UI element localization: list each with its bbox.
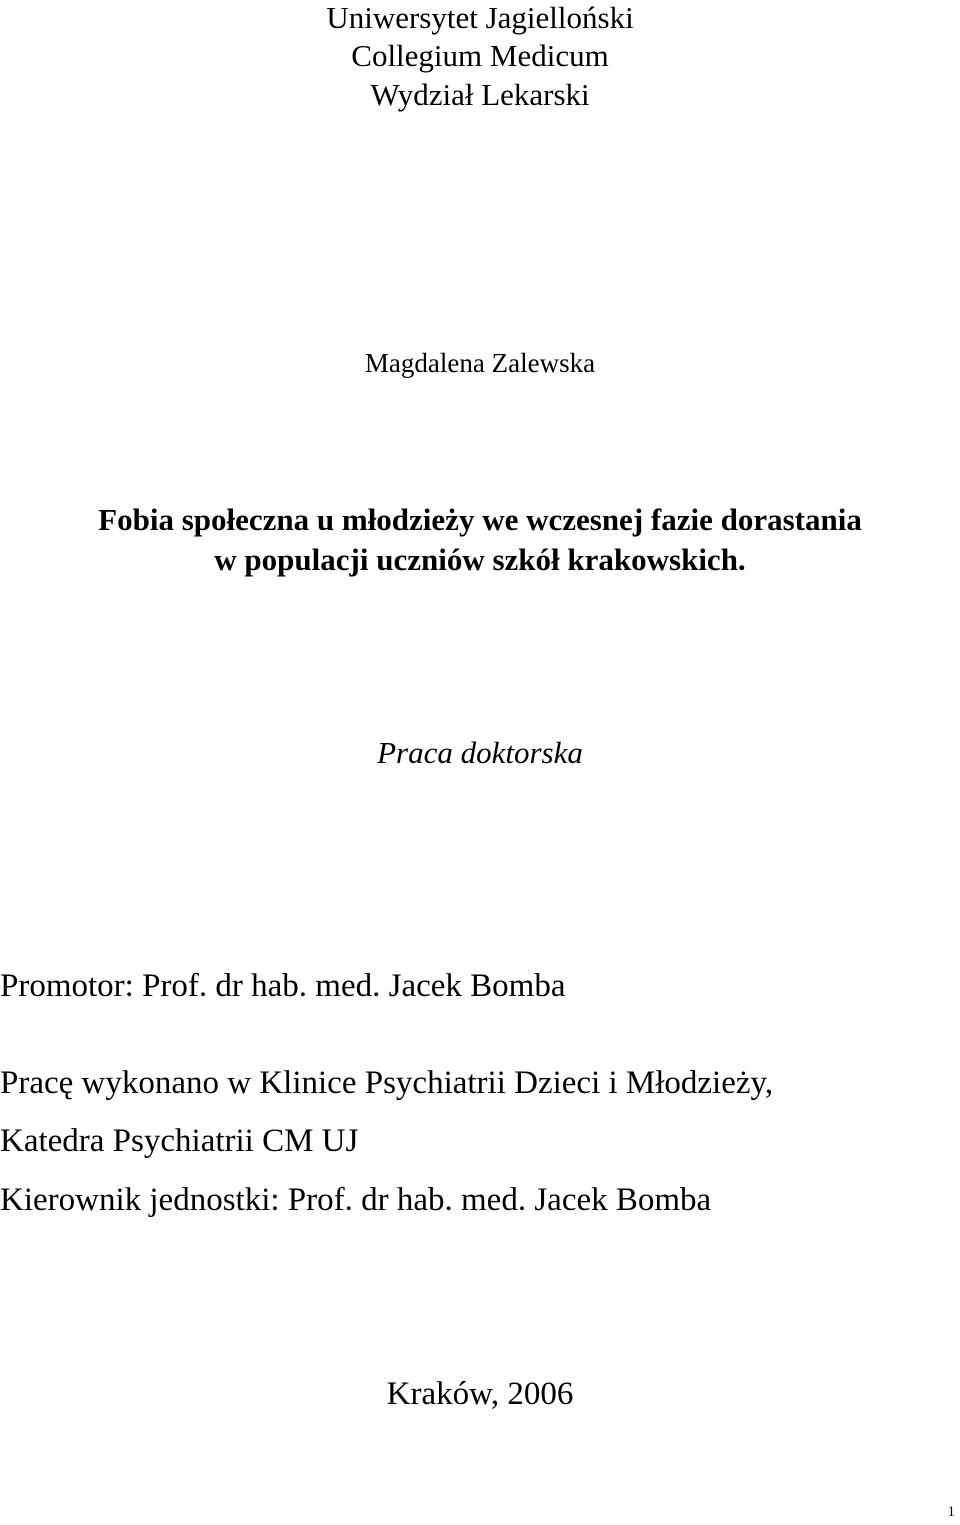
title-line-1: Fobia społeczna u młodzieży we wczesnej fazie dorastania	[98, 502, 862, 537]
title-line-2: w populacji uczniów szkół krakowskich.	[214, 542, 746, 577]
affiliation-line-1: Pracę wykonano w Klinice Psychiatrii Dzieci i Młodzieży,	[0, 1065, 774, 1101]
university-name: Uniwersytet Jagielloński	[326, 0, 634, 35]
thesis-type: Praca doktorska	[377, 735, 583, 770]
affiliation-line-3: Kierownik jednostki: Prof. dr hab. med. Jacek Bomba	[0, 1182, 712, 1218]
supervisor: Promotor: Prof. dr hab. med. Jacek Bomba	[0, 968, 566, 1004]
faculty-name: Wydział Lekarski	[370, 77, 590, 112]
author-name: Magdalena Zalewska	[364, 348, 596, 378]
page-number: 1	[947, 1504, 955, 1520]
affiliation-line-2: Katedra Psychiatrii CM UJ	[0, 1123, 359, 1159]
college-name: Collegium Medicum	[351, 38, 609, 73]
place-and-year: Kraków, 2006	[386, 1376, 574, 1412]
